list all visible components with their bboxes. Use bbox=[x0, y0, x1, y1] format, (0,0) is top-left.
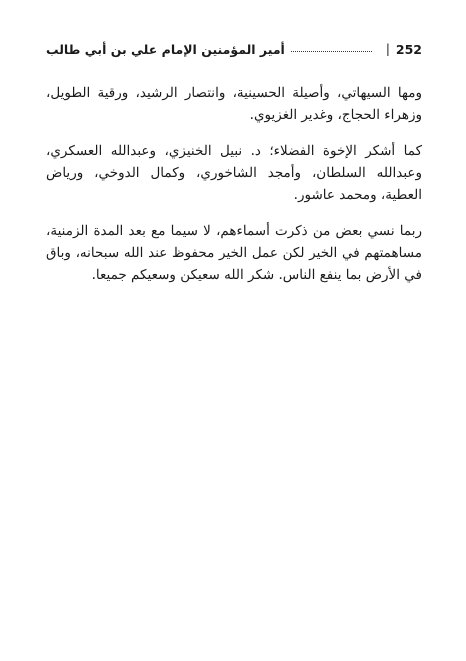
book-title: أمير المؤمنين الإمام علي بن أبي طالب bbox=[46, 41, 285, 57]
body-text bbox=[46, 82, 422, 300]
page-number: 252 bbox=[395, 41, 422, 57]
paragraph-closing: ربما نسي بعض من ذكرت أسماءهم، لا سيما مع بعد المدة الزمنية، مساهمتهم في الخير لكن عمل الخير محفوظ عند الله سبحانه، وباق في الأرض بما ينفع الناس. شكر الله سعيكن وسعيكم جميعا. bbox=[46, 223, 422, 283]
paragraph-thanks-brothers: كما أشكر الإخوة الفضلاء؛ د. نبيل الخنيزي، وعبدالله العسكري، وعبدالله السلطان، وأمجد الشاخوري، وكمال الدوخي، ورياض العطية، ومحمد عاشور. bbox=[46, 143, 422, 203]
running-header bbox=[46, 38, 422, 60]
header-separator: | bbox=[385, 42, 390, 56]
dotted-leader bbox=[291, 51, 372, 52]
paragraph-names-list: ومها السيهاتي، وأصيلة الحسينية، وانتصار الرشيد، ورقية الطويل، وزهراء الحجاج، وغدير الغزيوي. bbox=[46, 85, 422, 123]
